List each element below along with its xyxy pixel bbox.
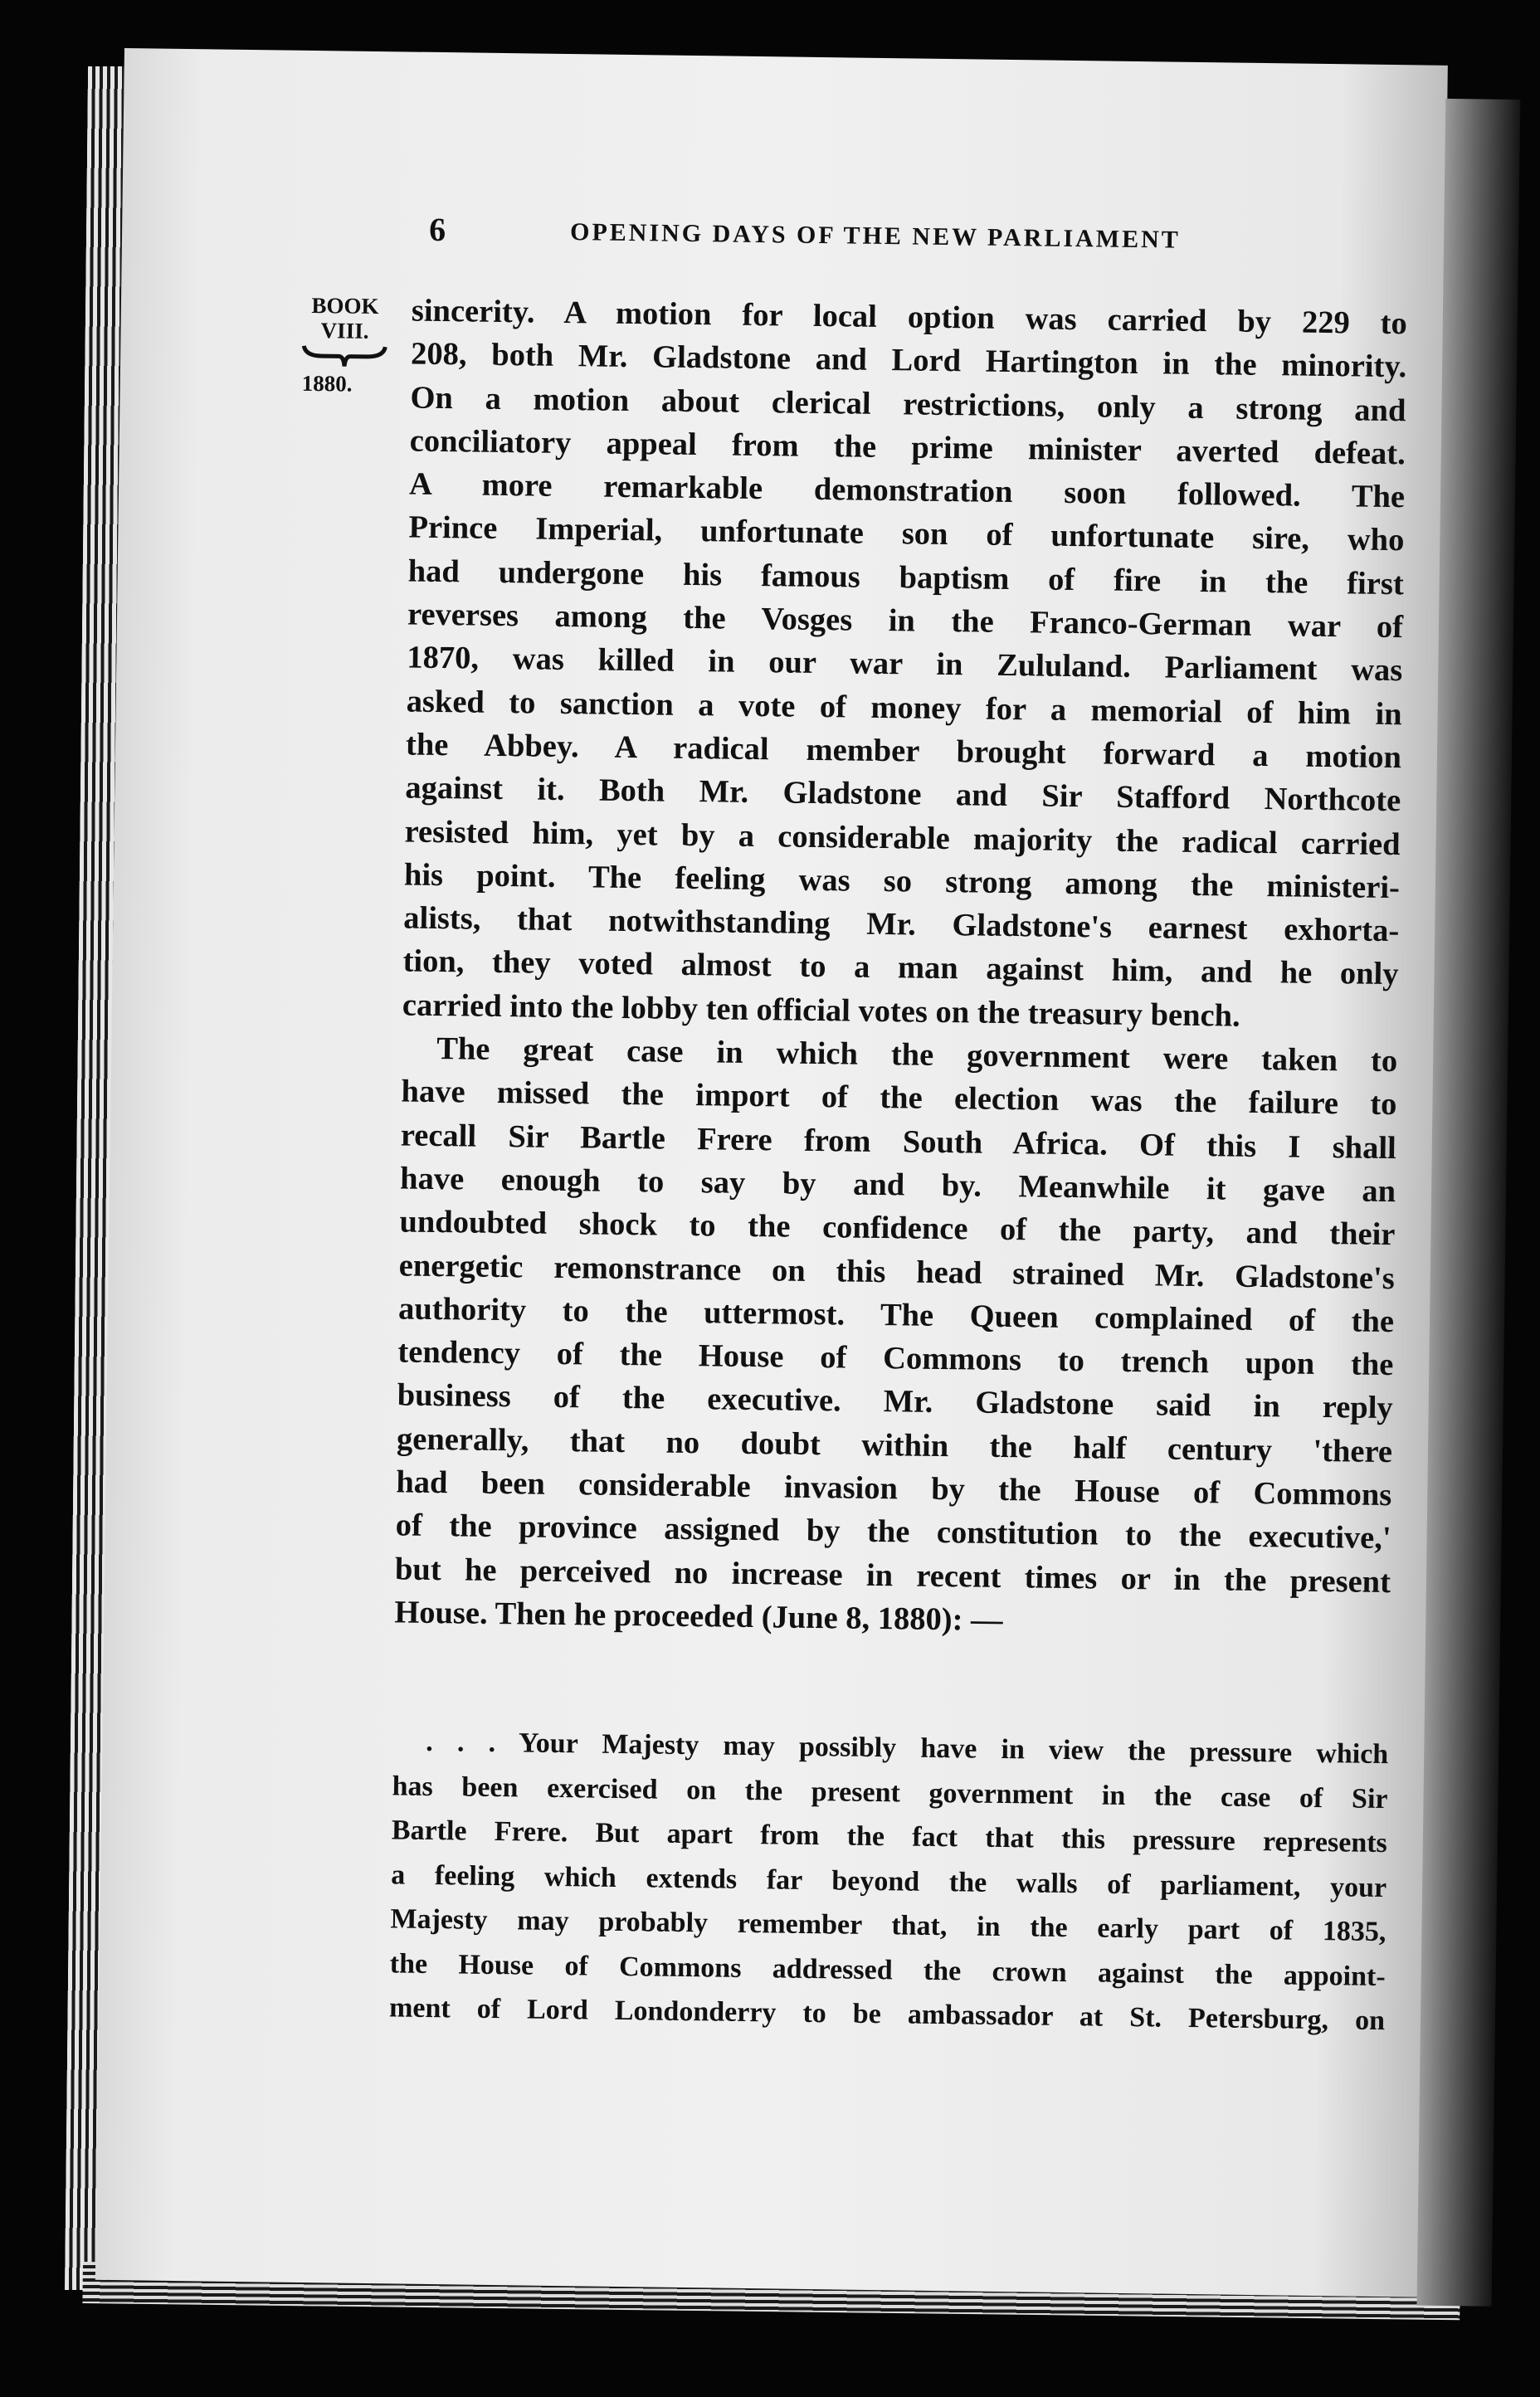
text-line: have enough to say by and by. Meanwhile it gave an [399,1161,1396,1210]
book-page [95,48,1448,2297]
margin-volume-label: VIII. [320,318,369,343]
text-line: tendency of the House of Commons to trench upon the [397,1334,1394,1383]
text-line: carried into the lobby ten official votes on the treasury bench. [402,987,1240,1034]
margin-year: 1880. [301,370,353,397]
text-line: resisted him, yet by a considerable majority the radical carried [404,814,1401,862]
text-line: A more remarkable demonstration soon followed. The [408,466,1406,515]
text-line: House. Then he proceeded (June 8, 1880): — [394,1595,1003,1638]
quote-line: Majesty may probably remember that, in the early part of 1835, [390,1903,1386,1948]
text-line: The great case in which the government were taken to [436,1031,1398,1079]
text-line: business of the executive. Mr. Gladstone said in reply [397,1377,1393,1426]
text-line: have missed the import of the election was the failure to [401,1074,1397,1123]
quote-line: ment of Lord Londonderry to be ambassador at St. Petersburg, on [388,1992,1386,2037]
text-line: sincerity. A motion for local option was carried by 229 to [411,293,1408,342]
brace-icon [299,343,390,372]
quote-line: a feeling which extends far beyond the walls of parliament, your [390,1859,1387,1903]
text-line: generally, that no doubt within the half century 'there [396,1421,1393,1469]
page-number: 6 [428,210,446,249]
gutter-shadow [1417,99,1521,2307]
text-line: of the province assigned by the constitution to the executive,' [395,1508,1391,1557]
text-line: but he perceived no increase in recent times or in the present [394,1552,1391,1600]
running-title: OPENING DAYS OF THE NEW PARLIAMENT [569,218,1182,254]
block-quote [389,1719,1389,2043]
text-line: recall Sir Bartle Frere from South Africa. Of this I shall [400,1118,1397,1166]
quote-line: Bartle Frere. But apart from the fact that this pressure represents [391,1815,1388,1859]
text-line: the Abbey. A radical member brought forward a motion [405,727,1402,776]
text-line: On a motion about clerical restrictions, only a strong and [410,380,1406,428]
text-line: his point. The feeling was so strong among the ministeri- [403,857,1401,906]
text-line: energetic remonstrance on this head strained Mr. Gladstone's [398,1247,1395,1296]
quote-line: has been exercised on the present government in the case of Sir [392,1770,1388,1815]
text-line: tion, they voted almost to a man against him, and he only [402,943,1399,992]
text-line: had been considerable invasion by the House of Commons [396,1464,1392,1513]
text-line: Prince Imperial, unfortunate son of unfortunate sire, who [408,510,1405,558]
quote-line: . . . Your Majesty may possibly have in view the pressure which [426,1726,1389,1771]
text-line: 208, both Mr. Gladstone and Lord Hartington in the minority. [410,336,1407,385]
text-line: 1870, was killed in our war in Zululand. Parliament was [407,640,1403,689]
body-text [394,290,1407,1648]
text-line: undoubted shock to the confidence of the party, and their [399,1204,1396,1253]
text-line: had undergone his famous baptism of fire in the first [407,553,1404,602]
text-line: alists, that notwithstanding Mr. Gladstone's earnest exhorta- [403,900,1400,949]
margin-book-label: BOOK [311,292,379,319]
margin-note [299,293,392,397]
text-line: authority to the uttermost. The Queen complained of the [397,1291,1395,1339]
running-head [429,210,1409,272]
text-line: conciliatory appeal from the prime minister averted defeat. [409,423,1406,472]
text-line: asked to sanction a vote of money for a memorial of him in [406,684,1402,732]
quote-line: the House of Commons addressed the crown against the appoint- [389,1947,1386,1992]
text-line: reverses among the Vosges in the Franco-German war of [407,597,1404,646]
text-line: against it. Both Mr. Gladstone and Sir Stafford Northcote [405,770,1401,819]
